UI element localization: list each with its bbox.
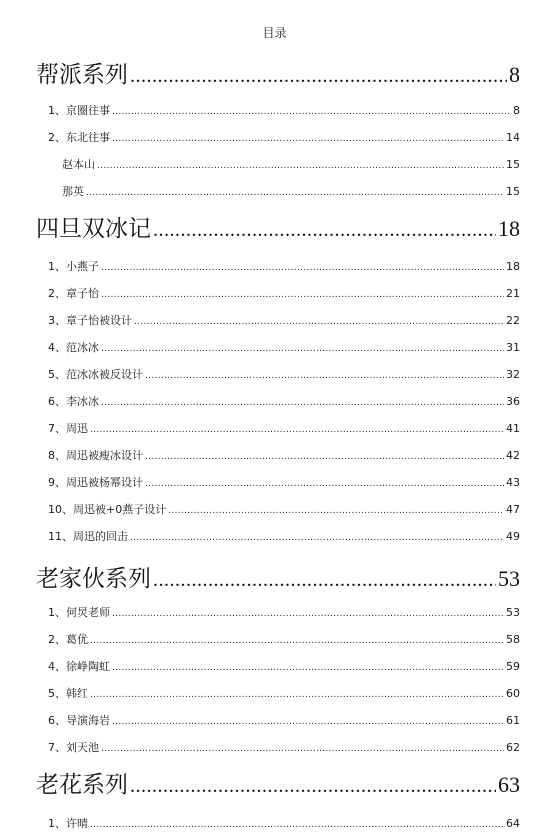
toc-entry[interactable] (48, 312, 520, 330)
toc-entry[interactable] (48, 393, 520, 411)
dot-leader (112, 107, 511, 117)
section-title: 四旦双冰记 (36, 216, 151, 242)
entry-page-number: 14 (506, 131, 520, 144)
dot-leader (145, 452, 504, 462)
entry-label: 赵本山 (62, 158, 95, 171)
section-title: 老家伙系列 (36, 566, 151, 592)
entry-label: 11、周迅的回击 (48, 530, 128, 543)
dot-leader (130, 65, 507, 88)
entry-label: 6、导演海岩 (48, 714, 110, 727)
section-title: 老花系列 (36, 772, 128, 798)
section-page-number: 8 (509, 62, 520, 87)
entry-page-number: 18 (506, 260, 520, 273)
entry-page-number: 49 (506, 530, 520, 543)
toc-entry[interactable] (48, 102, 520, 120)
section-page-number: 53 (498, 566, 520, 591)
toc-title: 目录 (262, 26, 287, 40)
entry-label: 4、徐峥陶虹 (48, 660, 110, 673)
entry-label: 2、章子怡 (48, 287, 99, 300)
dot-leader (101, 263, 504, 273)
entry-label: 1、京圈往事 (48, 104, 110, 117)
toc-entry[interactable] (48, 285, 520, 303)
toc-subentry[interactable] (62, 183, 520, 201)
entry-page-number: 31 (506, 341, 520, 354)
toc-entry[interactable] (48, 420, 520, 438)
entry-label: 5、范冰冰被反设计 (48, 368, 143, 381)
toc-section-heading[interactable] (36, 56, 520, 90)
dot-leader (101, 290, 504, 300)
toc-entry[interactable] (48, 712, 520, 730)
entry-label: 2、葛优 (48, 633, 88, 646)
entry-label: 6、李冰冰 (48, 395, 99, 408)
dot-leader (168, 506, 504, 516)
dot-leader (97, 161, 504, 171)
entry-label: 7、刘天池 (48, 741, 99, 754)
entry-page-number: 8 (513, 104, 520, 117)
section-page-number: 18 (498, 216, 520, 241)
entry-label: 1、小燕子 (48, 260, 99, 273)
entry-label: 10、周迅被+0燕子设计 (48, 503, 167, 516)
toc-entry[interactable] (48, 339, 520, 357)
entry-label: 2、东北往事 (48, 131, 110, 144)
section-page-number: 63 (498, 772, 520, 797)
dot-leader (130, 775, 496, 798)
toc-entry[interactable] (48, 604, 520, 622)
dot-leader (130, 533, 504, 543)
dot-leader (112, 609, 504, 619)
entry-label: 8、周迅被瘦冰设计 (48, 449, 143, 462)
dot-leader (112, 717, 504, 727)
dot-leader (86, 188, 504, 198)
entry-page-number: 42 (506, 449, 520, 462)
toc-entry[interactable] (48, 631, 520, 649)
entry-page-number: 64 (506, 817, 520, 830)
dot-leader (153, 219, 496, 242)
section-title: 帮派系列 (36, 62, 128, 88)
dot-leader (101, 398, 504, 408)
toc-entry[interactable] (48, 129, 520, 147)
entry-label: 5、韩红 (48, 687, 88, 700)
dot-leader (90, 425, 504, 435)
dot-leader (112, 134, 504, 144)
dot-leader (134, 317, 504, 327)
entry-page-number: 41 (506, 422, 520, 435)
entry-page-number: 36 (506, 395, 520, 408)
entry-page-number: 15 (506, 158, 520, 171)
entry-page-number: 15 (506, 185, 520, 198)
entry-page-number: 61 (506, 714, 520, 727)
dot-leader (101, 744, 504, 754)
dot-leader (90, 636, 504, 646)
toc-entry[interactable] (48, 739, 520, 757)
dot-leader (90, 690, 504, 700)
entry-page-number: 58 (506, 633, 520, 646)
toc-entry[interactable] (48, 474, 520, 492)
toc-entry[interactable] (48, 658, 520, 676)
dot-leader (145, 479, 504, 489)
dot-leader (101, 344, 504, 354)
entry-page-number: 62 (506, 741, 520, 754)
entry-page-number: 53 (506, 606, 520, 619)
toc-subentry[interactable] (62, 156, 520, 174)
entry-label: 那英 (62, 185, 84, 198)
dot-leader (153, 569, 496, 592)
toc-entry[interactable] (48, 528, 520, 546)
entry-page-number: 22 (506, 314, 520, 327)
toc-entry[interactable] (48, 366, 520, 384)
entry-label: 1、何炅老师 (48, 606, 110, 619)
toc-section-heading[interactable] (36, 560, 520, 594)
entry-page-number: 47 (506, 503, 520, 516)
entry-label: 1、许晴 (48, 817, 88, 830)
toc-entry[interactable] (48, 685, 520, 703)
toc-entry[interactable] (48, 815, 520, 833)
toc-entry[interactable] (48, 447, 520, 465)
entry-page-number: 60 (506, 687, 520, 700)
toc-entry[interactable] (48, 501, 520, 519)
dot-leader (112, 663, 504, 673)
entry-page-number: 43 (506, 476, 520, 489)
entry-page-number: 21 (506, 287, 520, 300)
toc-entry[interactable] (48, 258, 520, 276)
entry-label: 9、周迅被杨幂设计 (48, 476, 143, 489)
toc-section-heading[interactable] (36, 210, 520, 244)
entry-label: 3、章子怡被设计 (48, 314, 132, 327)
entry-page-number: 59 (506, 660, 520, 673)
dot-leader (90, 820, 504, 830)
entry-page-number: 32 (506, 368, 520, 381)
dot-leader (145, 371, 504, 381)
toc-section-heading[interactable] (36, 766, 520, 800)
entry-label: 4、范冰冰 (48, 341, 99, 354)
entry-label: 7、周迅 (48, 422, 88, 435)
